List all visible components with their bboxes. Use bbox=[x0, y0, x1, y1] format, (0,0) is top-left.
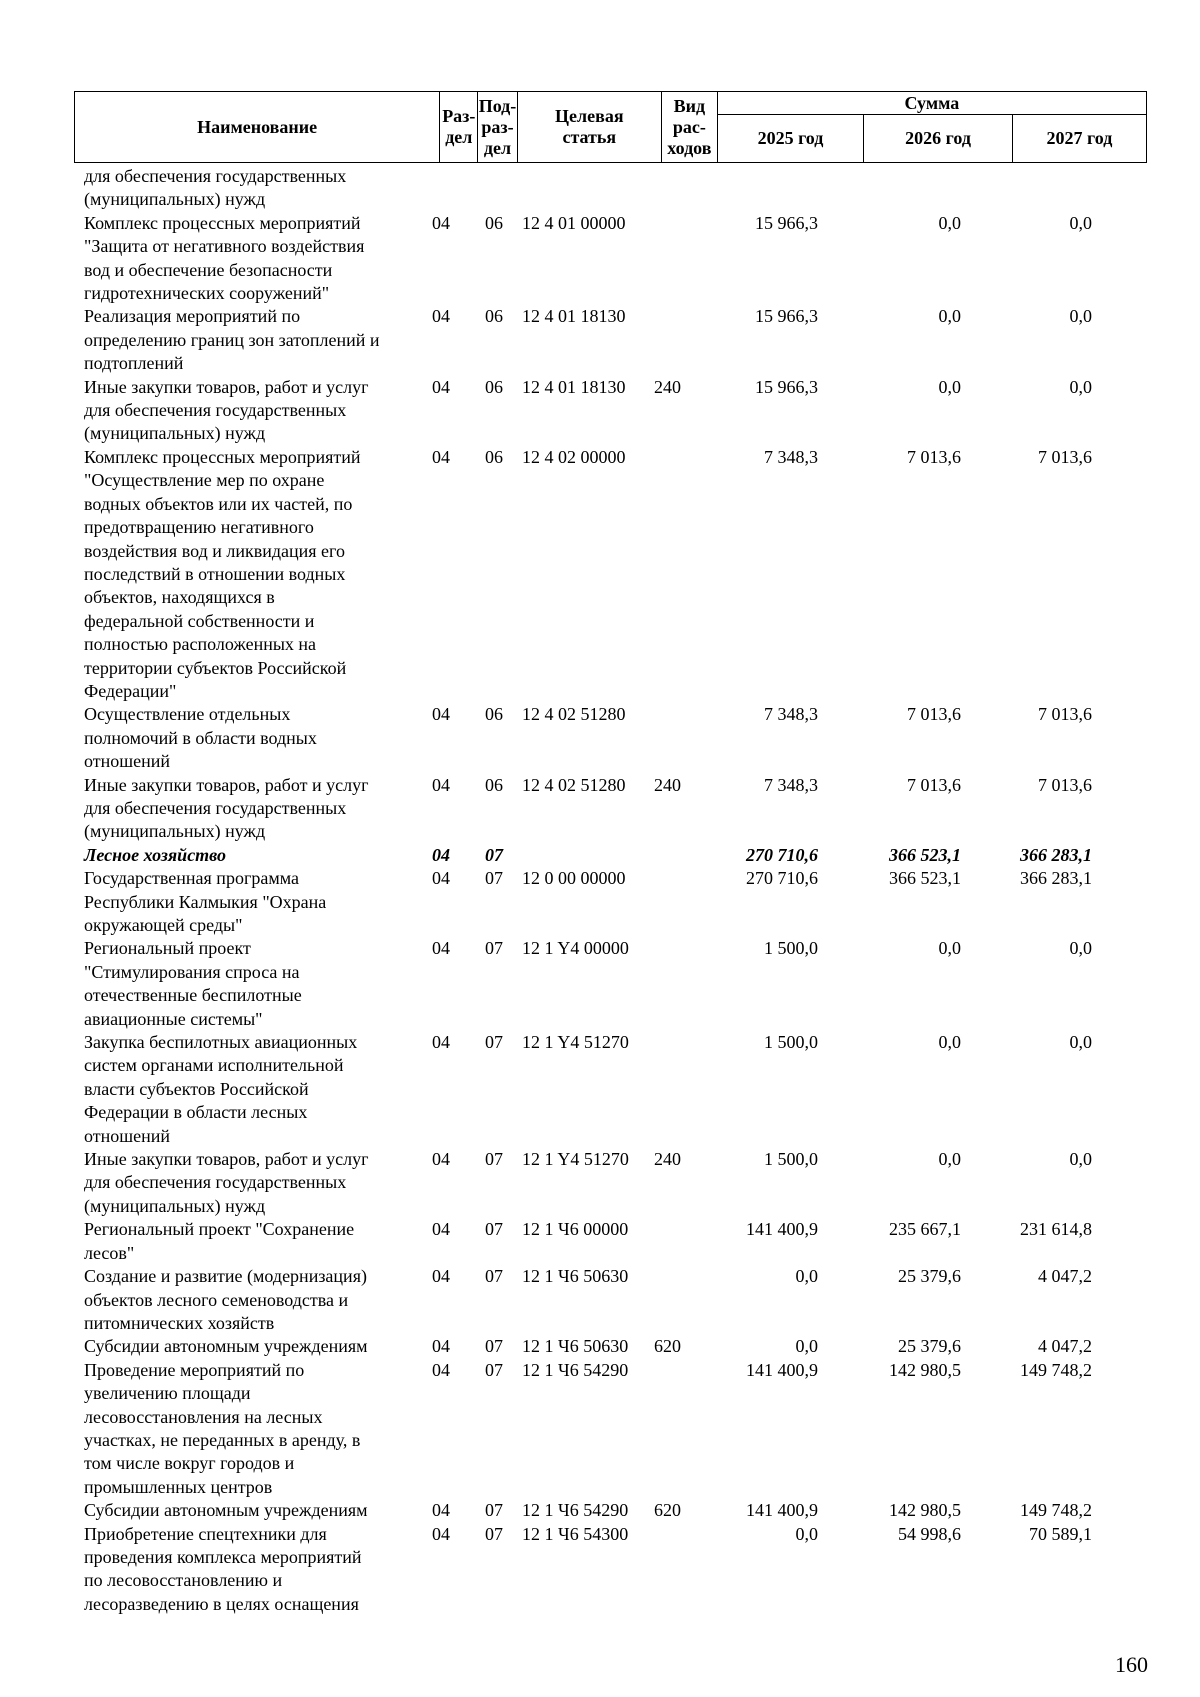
row-target-article: 12 4 02 51280 bbox=[522, 774, 626, 795]
table-row bbox=[84, 1359, 1144, 1499]
row-section: 04 bbox=[432, 1523, 450, 1544]
row-expense-type bbox=[646, 1031, 696, 1148]
row-value-2025: 0,0 bbox=[795, 1266, 818, 1287]
table-row bbox=[84, 774, 1144, 844]
row-name: Закупка беспилотных авиационных систем органами исполнительной власти субъектов Российской Федерации в области лесных отношений bbox=[84, 1032, 358, 1146]
row-section: 04 bbox=[432, 1219, 450, 1240]
row-value-2025: 141 400,9 bbox=[746, 1500, 818, 1521]
row-section bbox=[424, 165, 481, 212]
table-row bbox=[84, 1499, 1144, 1522]
row-value-2026 bbox=[818, 165, 961, 212]
row-subsection: 06 bbox=[485, 774, 503, 795]
row-value-2025: 270 710,6 bbox=[746, 844, 818, 865]
row-value-2025: 7 348,3 bbox=[764, 446, 818, 467]
row-name: Субсидии автономным учреждениям bbox=[84, 1500, 368, 1521]
row-expense-type bbox=[646, 165, 696, 212]
table-row bbox=[84, 1335, 1144, 1358]
row-target-article: 12 1 Ч6 50630 bbox=[522, 1266, 629, 1287]
row-name: Лесное хозяйство bbox=[84, 844, 226, 865]
row-expense-type: 240 bbox=[654, 774, 681, 795]
row-expense-type bbox=[646, 1523, 696, 1617]
row-name: Иные закупки товаров, работ и услуг для обеспечения государственных (муниципальных) нужд bbox=[84, 1149, 369, 1216]
row-value-2027: 0,0 bbox=[1069, 212, 1092, 233]
row-value-2027: 0,0 bbox=[1069, 1032, 1092, 1053]
row-value-2027: 70 589,1 bbox=[1029, 1523, 1092, 1544]
row-subsection: 06 bbox=[485, 212, 503, 233]
row-value-2026: 0,0 bbox=[938, 938, 961, 959]
row-subsection bbox=[481, 165, 516, 212]
header-name-label: Наименование bbox=[197, 116, 318, 137]
row-value-2025: 0,0 bbox=[795, 1336, 818, 1357]
row-name: Проведение мероприятий по увеличению площади лесовосстановления на лесных участках, не переданных в аренду, в том числе вокруг городов и промышленных центров bbox=[84, 1359, 361, 1497]
row-section: 04 bbox=[432, 704, 450, 725]
row-expense-type bbox=[646, 867, 696, 937]
row-name: Реализация мероприятий по определению границ зон затоплений и подтоплений bbox=[84, 306, 380, 374]
row-name: Государственная программа Республики Калмыкия "Охрана окружающей среды" bbox=[84, 868, 327, 935]
row-section: 04 bbox=[432, 774, 450, 795]
row-section: 04 bbox=[432, 1336, 450, 1357]
row-value-2025 bbox=[696, 165, 818, 212]
row-expense-type: 620 bbox=[654, 1336, 681, 1357]
row-value-2026: 0,0 bbox=[938, 212, 961, 233]
row-value-2027: 231 614,8 bbox=[1020, 1219, 1092, 1240]
header-expense-type: Вид рас- ходов bbox=[662, 92, 718, 163]
row-subsection: 07 bbox=[485, 1336, 503, 1357]
row-target-article: 12 4 01 18130 bbox=[522, 306, 626, 327]
row-expense-type bbox=[646, 703, 696, 773]
table-row bbox=[84, 1031, 1144, 1148]
row-name: для обеспечения государственных (муниципальных) нужд bbox=[84, 166, 347, 210]
row-name: Комплекс процессных мероприятий "Защита от негативного воздействия вод и обеспечение безопасности гидротехнических сооружений" bbox=[84, 212, 365, 304]
row-name: Иные закупки товаров, работ и услуг для обеспечения государственных (муниципальных) нужд bbox=[84, 376, 369, 444]
row-value-2027: 366 283,1 bbox=[1020, 868, 1092, 889]
row-target-article: 12 1 Y4 51270 bbox=[522, 1149, 629, 1170]
row-value-2027: 7 013,6 bbox=[1038, 774, 1092, 795]
row-expense-type bbox=[646, 1218, 696, 1265]
row-name: Создание и развитие (модернизация) объектов лесного семеноводства и питомнических хозяйств bbox=[84, 1266, 367, 1333]
row-value-2027: 366 283,1 bbox=[1020, 844, 1092, 865]
row-expense-type bbox=[646, 446, 696, 703]
table-header bbox=[74, 91, 1147, 163]
row-target-article: 12 1 Y4 51270 bbox=[522, 1032, 629, 1053]
row-value-2025: 15 966,3 bbox=[755, 306, 818, 327]
row-value-2027: 0,0 bbox=[1069, 938, 1092, 959]
row-target-article: 12 1 Ч6 54290 bbox=[522, 1359, 629, 1380]
row-subsection: 07 bbox=[485, 868, 503, 889]
row-name: Региональный проект "Стимулирования спроса на отечественные беспилотные авиационные системы" bbox=[84, 938, 302, 1029]
row-value-2027: 7 013,6 bbox=[1038, 446, 1092, 467]
row-section: 04 bbox=[432, 938, 450, 959]
row-value-2026: 25 379,6 bbox=[898, 1266, 961, 1287]
page-number: 160 bbox=[1115, 1652, 1148, 1677]
table-row bbox=[84, 1265, 1144, 1335]
row-value-2025: 7 348,3 bbox=[764, 774, 818, 795]
row-value-2025: 7 348,3 bbox=[764, 704, 818, 725]
row-value-2026: 0,0 bbox=[938, 376, 961, 397]
row-value-2027: 0,0 bbox=[1069, 306, 1092, 327]
row-expense-type bbox=[646, 305, 696, 375]
table-row bbox=[84, 867, 1144, 937]
table-body bbox=[84, 165, 1144, 1616]
row-expense-type bbox=[646, 1265, 696, 1335]
row-value-2027: 0,0 bbox=[1069, 376, 1092, 397]
row-subsection: 07 bbox=[485, 1500, 503, 1521]
row-value-2025: 15 966,3 bbox=[755, 212, 818, 233]
header-subsection: Под- раз- дел bbox=[478, 92, 517, 163]
row-value-2027: 149 748,2 bbox=[1020, 1500, 1092, 1521]
header-name bbox=[75, 92, 440, 163]
row-value-2025: 1 500,0 bbox=[764, 938, 818, 959]
row-expense-type bbox=[646, 212, 696, 306]
row-expense-type bbox=[646, 937, 696, 1031]
header-target-article: Целевая статья bbox=[517, 92, 661, 163]
row-subsection: 07 bbox=[485, 938, 503, 959]
row-section: 04 bbox=[432, 868, 450, 889]
row-section: 04 bbox=[432, 1359, 450, 1380]
row-section: 04 bbox=[432, 844, 450, 865]
table-row bbox=[84, 1523, 1144, 1617]
row-target-article: 12 1 Ч6 54290 bbox=[522, 1500, 629, 1521]
row-name: Иные закупки товаров, работ и услуг для обеспечения государственных (муниципальных) нужд bbox=[84, 774, 369, 842]
row-expense-type bbox=[646, 844, 696, 867]
row-subsection: 07 bbox=[485, 1149, 503, 1170]
row-target-article: 12 1 Ч6 54300 bbox=[522, 1523, 629, 1544]
row-section: 04 bbox=[432, 1500, 450, 1521]
row-value-2026: 7 013,6 bbox=[907, 446, 961, 467]
row-section: 04 bbox=[432, 212, 450, 233]
row-name: Субсидии автономным учреждениям bbox=[84, 1336, 368, 1357]
table-row bbox=[84, 446, 1144, 703]
row-subsection: 06 bbox=[485, 306, 503, 327]
table-row bbox=[84, 376, 1144, 446]
row-subsection: 07 bbox=[485, 1359, 503, 1380]
row-name: Комплекс процессных мероприятий "Осуществление мер по охране водных объектов или их частей, по предотвращению негативного воздействия вод и ликвидация его последствий в отношении водных объектов, находящихся в федеральной собственности и полностью расположенных на территории субъектов Российской Федерации" bbox=[84, 446, 361, 701]
row-target-article: 12 0 00 00000 bbox=[522, 868, 626, 889]
row-subsection: 07 bbox=[485, 1219, 503, 1240]
row-value-2026: 235 667,1 bbox=[889, 1219, 961, 1240]
row-target-article bbox=[516, 165, 646, 212]
row-value-2026: 0,0 bbox=[938, 1149, 961, 1170]
row-value-2026: 366 523,1 bbox=[889, 868, 961, 889]
row-subsection: 07 bbox=[485, 1266, 503, 1287]
row-section: 04 bbox=[432, 446, 450, 467]
row-section: 04 bbox=[432, 376, 450, 397]
table-row bbox=[84, 165, 1144, 212]
row-value-2026: 142 980,5 bbox=[889, 1500, 961, 1521]
row-section: 04 bbox=[432, 1149, 450, 1170]
row-subsection: 07 bbox=[485, 1032, 503, 1053]
row-subsection: 06 bbox=[485, 704, 503, 725]
row-name: Региональный проект "Сохранение лесов" bbox=[84, 1219, 355, 1263]
row-value-2025: 0,0 bbox=[795, 1523, 818, 1544]
row-target-article: 12 4 02 51280 bbox=[522, 704, 626, 725]
table-row bbox=[84, 703, 1144, 773]
row-subsection: 07 bbox=[485, 844, 503, 865]
row-value-2026: 0,0 bbox=[938, 1032, 961, 1053]
table-row bbox=[84, 1148, 1144, 1218]
table-row bbox=[84, 1218, 1144, 1265]
row-value-2027: 149 748,2 bbox=[1020, 1359, 1092, 1380]
row-section: 04 bbox=[432, 1266, 450, 1287]
row-value-2027 bbox=[961, 165, 1092, 212]
row-target-article: 12 1 Ч6 50630 bbox=[522, 1336, 629, 1357]
row-name: Осуществление отдельных полномочий в области водных отношений bbox=[84, 704, 317, 772]
row-value-2026: 0,0 bbox=[938, 306, 961, 327]
header-year-2027: 2027 год bbox=[1012, 115, 1146, 163]
header-sum: Сумма bbox=[717, 92, 1146, 115]
row-target-article: 12 1 Ч6 00000 bbox=[522, 1219, 629, 1240]
header-section: Раз- дел bbox=[440, 92, 478, 163]
row-target-article: 12 4 01 00000 bbox=[522, 212, 626, 233]
row-target-article: 12 1 Y4 00000 bbox=[522, 938, 629, 959]
row-value-2027: 4 047,2 bbox=[1038, 1266, 1092, 1287]
row-value-2026: 7 013,6 bbox=[907, 774, 961, 795]
row-section: 04 bbox=[432, 1032, 450, 1053]
row-target-article: 12 4 01 18130 bbox=[522, 376, 626, 397]
row-expense-type bbox=[646, 1359, 696, 1499]
row-value-2025: 141 400,9 bbox=[746, 1359, 818, 1380]
row-expense-type: 620 bbox=[654, 1500, 681, 1521]
row-name: Приобретение спецтехники для проведения комплекса мероприятий по лесовосстановлению и лесоразведению в целях оснащения bbox=[84, 1523, 362, 1614]
table-row bbox=[84, 844, 1144, 867]
table-row bbox=[84, 937, 1144, 1031]
row-value-2026: 7 013,6 bbox=[907, 704, 961, 725]
row-value-2026: 366 523,1 bbox=[889, 844, 961, 865]
row-value-2025: 1 500,0 bbox=[764, 1149, 818, 1170]
row-value-2025: 270 710,6 bbox=[746, 868, 818, 889]
row-value-2025: 15 966,3 bbox=[755, 376, 818, 397]
table-row bbox=[84, 305, 1144, 375]
table-row bbox=[84, 212, 1144, 306]
row-subsection: 06 bbox=[485, 376, 503, 397]
header-year-2026: 2026 год bbox=[864, 115, 1013, 163]
row-subsection: 06 bbox=[485, 446, 503, 467]
row-value-2027: 7 013,6 bbox=[1038, 704, 1092, 725]
header-year-2025: 2025 год bbox=[717, 115, 864, 163]
row-value-2027: 0,0 bbox=[1069, 1149, 1092, 1170]
row-expense-type: 240 bbox=[654, 1149, 681, 1170]
row-value-2025: 1 500,0 bbox=[764, 1032, 818, 1053]
row-value-2026: 54 998,6 bbox=[898, 1523, 961, 1544]
row-value-2025: 141 400,9 bbox=[746, 1219, 818, 1240]
row-subsection: 07 bbox=[485, 1523, 503, 1544]
row-section: 04 bbox=[432, 306, 450, 327]
row-value-2026: 142 980,5 bbox=[889, 1359, 961, 1380]
row-target-article: 12 4 02 00000 bbox=[522, 446, 626, 467]
row-target-article bbox=[516, 844, 646, 867]
row-expense-type: 240 bbox=[654, 376, 681, 397]
row-value-2026: 25 379,6 bbox=[898, 1336, 961, 1357]
row-value-2027: 4 047,2 bbox=[1038, 1336, 1092, 1357]
